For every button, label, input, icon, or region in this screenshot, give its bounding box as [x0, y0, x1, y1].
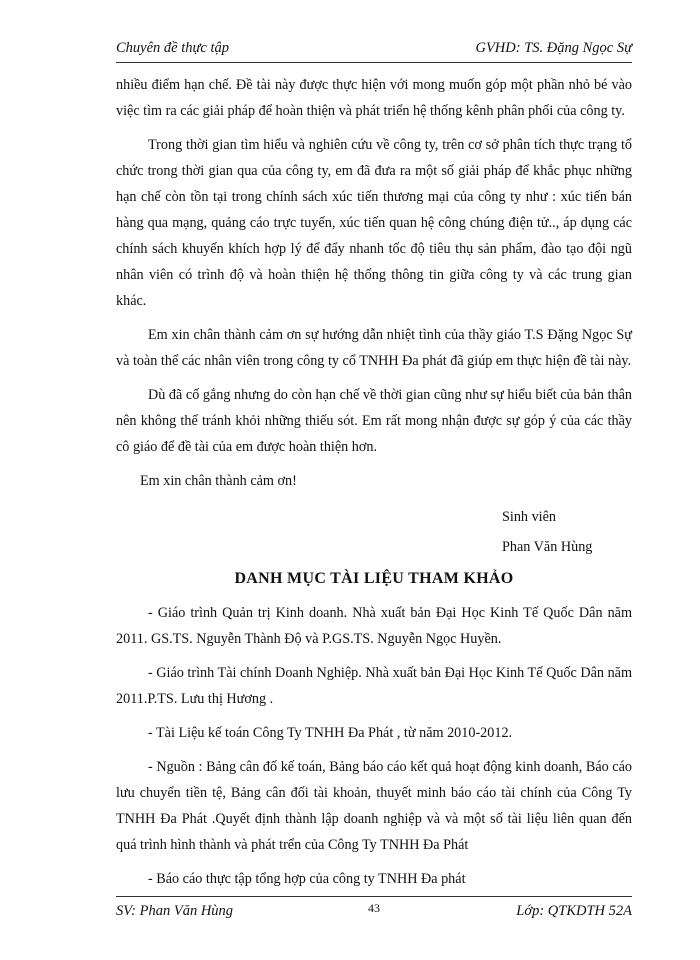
page-number: 43	[368, 901, 380, 915]
header-report-title: Chuyên đề thực tập	[116, 40, 230, 56]
reference-item: - Giáo trình Quản trị Kinh doanh. Nhà xuất bản Đại Học Kinh Tế Quốc Dân năm 2011. GS.TS. Nguyễn Thành Độ và P.GS.TS. Nguyễn Ngọc Huyền.	[116, 605, 632, 647]
body-paragraph-1: nhiều điểm hạn chế. Đề tài này được thực hiện với mong muốn góp một phần nhỏ bé vào việc tìm ra các giải pháp để hoàn thiện và phát triển hệ thống kênh phân phối của công ty.	[116, 77, 632, 119]
header-supervisor: GVHD: TS. Đặng Ngọc Sự	[475, 40, 632, 56]
reference-item: - Tài Liệu kế toán Công Ty TNHH Đa Phát , từ năm 2010-2012.	[148, 725, 513, 741]
page-header	[116, 38, 632, 63]
page-content	[116, 72, 632, 900]
thanks-line: Em xin chân thành cảm ơn!	[140, 473, 297, 489]
reference-item: - Giáo trình Tài chính Doanh Nghiệp. Nhà xuất bản Đại Học Kinh Tế Quốc Dân năm 2011.P.TS. Lưu thị Hương .	[116, 665, 632, 707]
footer-student: SV: Phan Văn Hùng	[116, 903, 234, 919]
body-paragraph-2: Trong thời gian tìm hiểu và nghiên cứu về công ty, trên cơ sở phân tích thực trạng tổ chức trong thời gian qua của công ty, em đã đưa ra một số giải pháp để khắc phục những hạn chế còn tồn tại trong chính sách xúc tiến thương mại của công ty như : xúc tiến bán hàng qua mạng, quảng cáo trực tuyến, xúc tiến quan hệ công chúng điện tử.., áp dụng các chính sách khuyến khích hợp lý để đẩy nhanh tốc độ tiêu thụ sản phẩm, đào tạo đội ngũ nhân viên có trình độ và hoàn thiện hệ thống thông tin giữa công ty và các trung gian khác.	[116, 137, 632, 309]
footer-class: Lớp: QTKDTH 52A	[516, 903, 632, 919]
reference-item: - Báo cáo thực tập tổng hợp của công ty TNHH Đa phát	[148, 871, 466, 887]
signature-name: Phan Văn Hùng	[502, 539, 593, 555]
body-paragraph-3: Em xin chân thành cảm ơn sự hướng dẫn nhiệt tình của thầy giáo T.S Đặng Ngọc Sự và toàn thể các nhân viên trong công ty cổ TNHH Đa phát đã giúp em thực hiện đề tài này.	[116, 327, 632, 369]
page-footer	[116, 896, 632, 927]
signature-role: Sinh viên	[502, 509, 556, 525]
body-paragraph-4: Dù đã cố gắng nhưng do còn hạn chế về thời gian cũng như sự hiểu biết của bản thân nên không thể tránh khỏi những thiếu sót. Em rất mong nhận được sự góp ý của các thầy cô giáo để đề tài của em được hoàn thiện hơn.	[116, 387, 632, 455]
references-title: DANH MỤC TÀI LIỆU THAM KHẢO	[234, 570, 514, 587]
reference-item: - Nguồn : Bảng cân đố kế toán, Bảng báo cáo kết quả hoạt động kinh doanh, Báo cáo lưu chuyển tiền tệ, Bảng cân đối tài khoản, thuyết minh báo cáo tài chính của Công Ty TNHH Đa Phát .Quyết định thành lập doanh nghiệp và và một số tài liệu liên quan đến quá trình hình thành và phát trển của Công Ty TNHH Đa Phát	[116, 759, 632, 853]
